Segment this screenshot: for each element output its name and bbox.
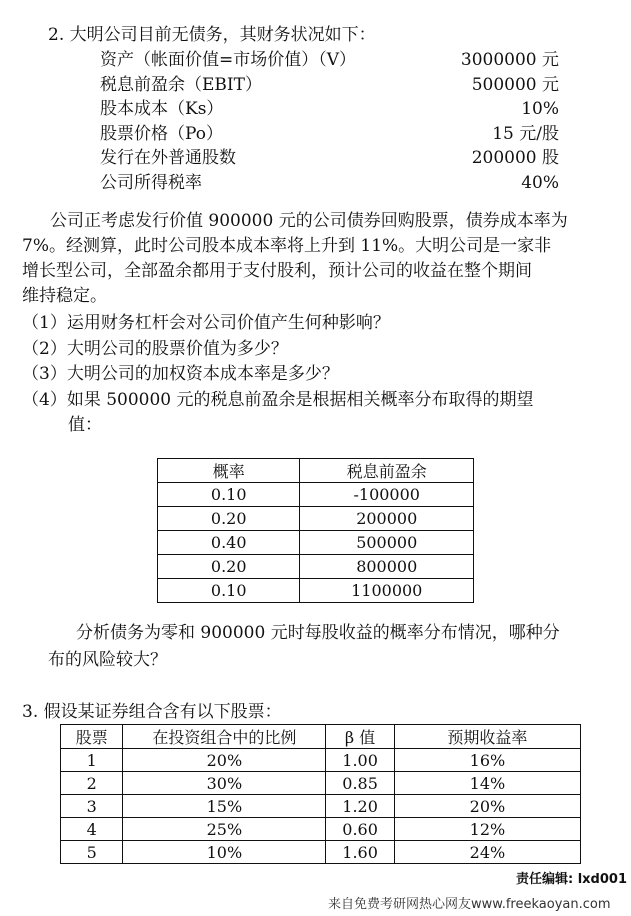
- item-label: 公司所得税率: [100, 172, 202, 193]
- table-cell: 20%: [123, 749, 326, 772]
- table-header: 概率: [158, 459, 300, 483]
- table-cell: 1.20: [326, 795, 395, 818]
- item-value: 40%: [521, 172, 559, 193]
- table-cell: 0.20: [158, 507, 300, 531]
- footer-source: 来自免费考研网热心网友www.freekaoyan.com: [328, 897, 611, 912]
- table-cell: 0.85: [326, 772, 395, 795]
- table-cell: 0.10: [158, 483, 300, 507]
- table-cell: 1.00: [326, 749, 395, 772]
- table-row: [61, 818, 581, 841]
- question-line: （3）大明公司的加权资本成本率是多少？: [22, 364, 339, 384]
- table-row: [61, 795, 581, 818]
- table-cell: -100000: [300, 483, 474, 507]
- table-row: [158, 483, 474, 507]
- question-line: （4）如果 500000 元的税息前盈余是根据相关概率分布取得的期望: [22, 389, 534, 410]
- paragraph-line: 增长型公司，全部盈余都用于支付股利，预计公司的收益在整个期间: [22, 261, 532, 281]
- table-header: 税息前盈余: [300, 459, 474, 483]
- item-label: 税息前盈余（EBIT）: [100, 74, 262, 95]
- table-cell: 200000: [300, 507, 474, 531]
- table-cell: 0.10: [158, 579, 300, 603]
- table-cell: 4: [61, 818, 123, 841]
- table-header-row: [61, 725, 581, 749]
- table-cell: 15%: [123, 795, 326, 818]
- item-value: 200000 股: [471, 148, 559, 168]
- table-cell: 500000: [300, 531, 474, 555]
- item-label: 股本成本（Ks）: [100, 99, 224, 119]
- paragraph-line: 维持稳定。: [22, 286, 107, 306]
- analysis-line: 分析债务为零和 900000 元时每股收益的概率分布情况，哪种分: [76, 623, 560, 643]
- table-header: 股票: [61, 725, 123, 749]
- table-cell: 24%: [394, 841, 580, 864]
- table-header: 在投资组合中的比例: [123, 725, 326, 749]
- item-value: 500000 元: [471, 74, 559, 95]
- table-row: [158, 579, 474, 603]
- ebit-probability-table: [157, 458, 474, 603]
- question-line: （1）运用财务杠杆会对公司价值产生何种影响？: [22, 313, 390, 333]
- table-cell: 20%: [394, 795, 580, 818]
- analysis-line: 布的风险较大？: [48, 650, 167, 670]
- table-cell: 0.60: [326, 818, 395, 841]
- table-cell: 1: [61, 749, 123, 772]
- table-row: [61, 749, 581, 772]
- table-cell: 12%: [394, 818, 580, 841]
- table-row: [158, 531, 474, 555]
- paragraph-line: 7%。经测算，此时公司股本成本率将上升到 11%。大明公司是一家非: [22, 236, 552, 256]
- table-row: [158, 507, 474, 531]
- table-cell: 10%: [123, 841, 326, 864]
- q2-title: 2. 大明公司目前无债务，其财务状况如下：: [48, 25, 376, 45]
- table-header: β 值: [326, 725, 395, 749]
- footer-editor: 责任编辑: lxd001: [515, 872, 627, 887]
- table-cell: 30%: [123, 772, 326, 795]
- item-value: 3000000 元: [460, 50, 559, 70]
- table-header: 预期收益率: [394, 725, 580, 749]
- question-line: （2）大明公司的股票价值为多少？: [22, 338, 288, 359]
- paragraph-line: 公司正考虑发行价值 900000 元的公司债券回购股票，债券成本率为: [50, 211, 568, 231]
- item-label: 股票价格（Po）: [100, 123, 223, 144]
- table-row: [61, 772, 581, 795]
- item-label: 发行在外普通股数: [100, 148, 236, 168]
- table-cell: 5: [61, 841, 123, 864]
- table-cell: 0.20: [158, 555, 300, 579]
- table-cell: 0.40: [158, 531, 300, 555]
- q3-title: 3. 假设某证券组合含有以下股票：: [22, 702, 282, 722]
- table-cell: 1.60: [326, 841, 395, 864]
- item-value: 10%: [521, 99, 559, 119]
- table-cell: 800000: [300, 555, 474, 579]
- table-cell: 3: [61, 795, 123, 818]
- table-header-row: [158, 459, 474, 483]
- table-row: [61, 841, 581, 864]
- table-row: [158, 555, 474, 579]
- portfolio-table: [60, 724, 581, 864]
- table-cell: 14%: [394, 772, 580, 795]
- item-value: 15 元/股: [492, 123, 559, 144]
- table-cell: 2: [61, 772, 123, 795]
- item-label: 资产（帐面价值=市场价值）（V）: [100, 50, 357, 70]
- table-cell: 16%: [394, 749, 580, 772]
- table-cell: 1100000: [300, 579, 474, 603]
- table-cell: 25%: [123, 818, 326, 841]
- question-line: 值：: [68, 415, 102, 435]
